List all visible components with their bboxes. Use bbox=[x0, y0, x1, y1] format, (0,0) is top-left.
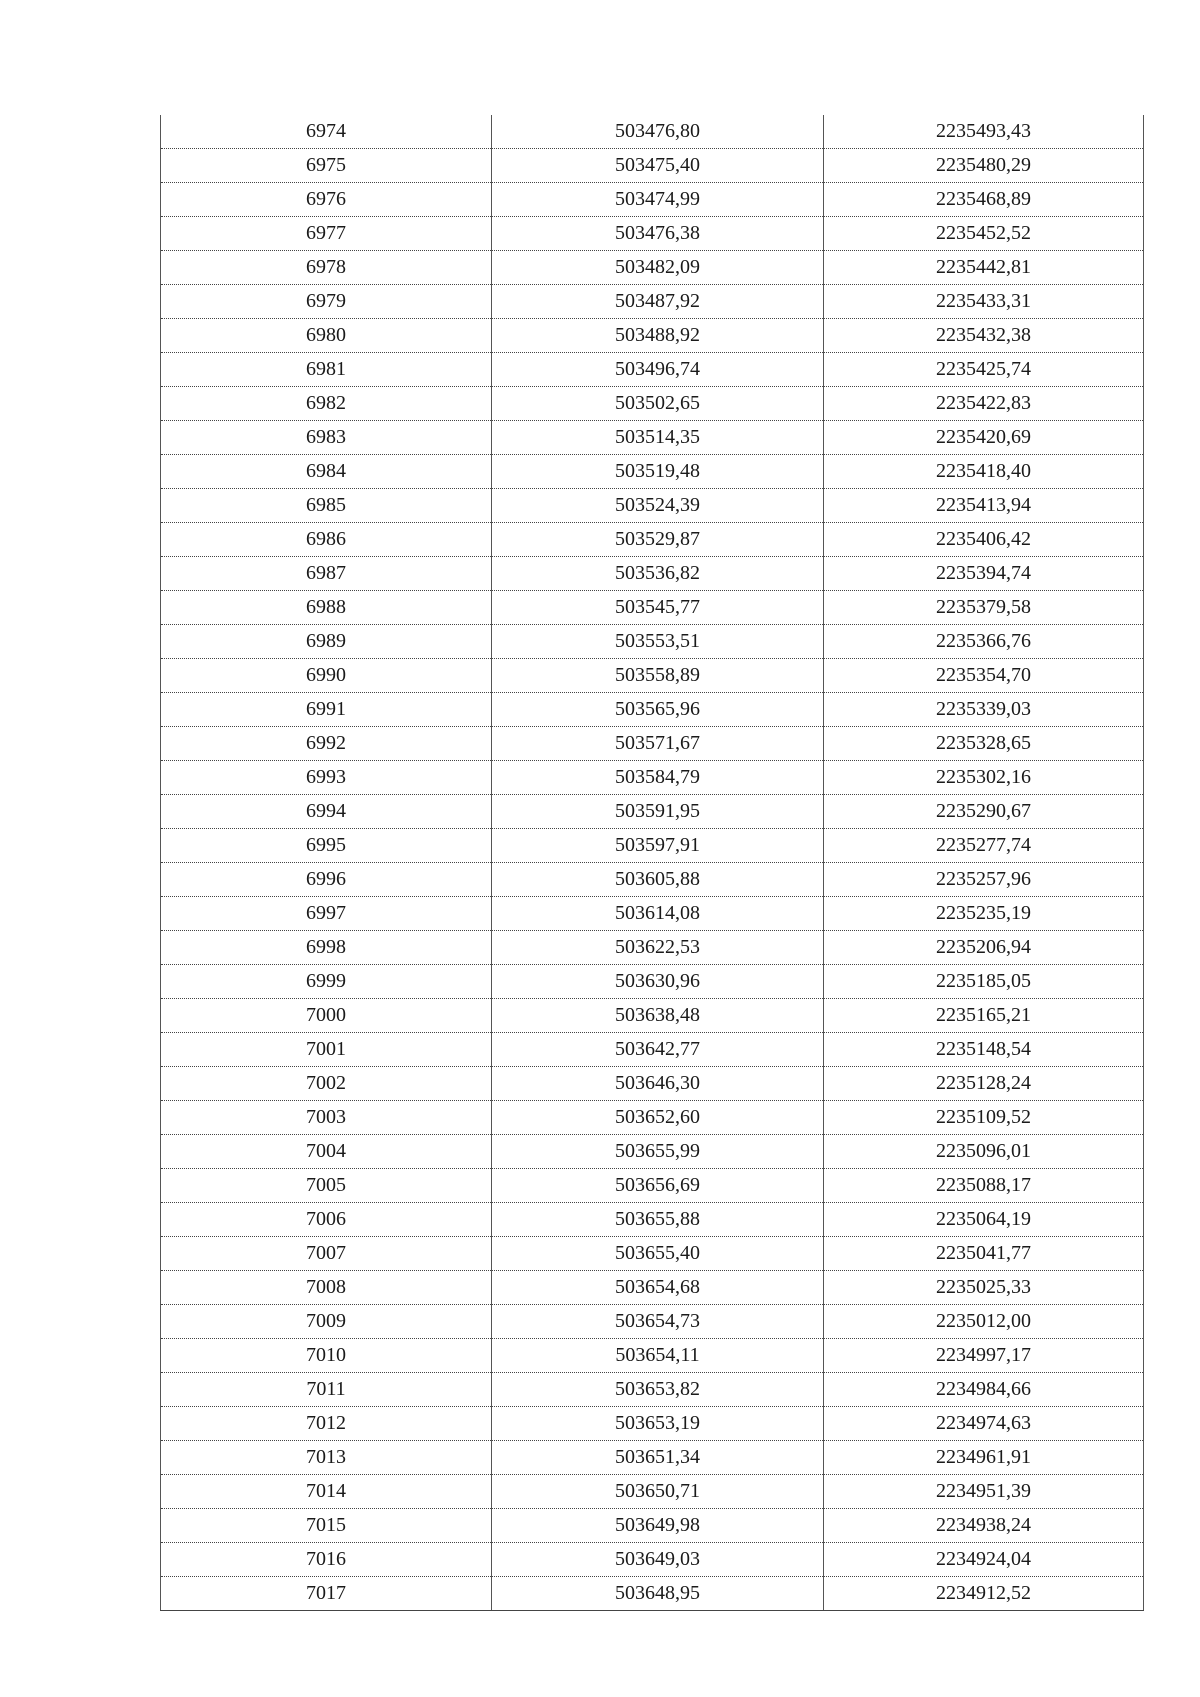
point-number-cell: 6975 bbox=[161, 149, 492, 183]
point-number-cell: 7002 bbox=[161, 1067, 492, 1101]
y-coordinate-cell: 2235128,24 bbox=[824, 1067, 1144, 1101]
x-coordinate-cell: 503519,48 bbox=[492, 455, 824, 489]
point-number-cell: 6977 bbox=[161, 217, 492, 251]
x-coordinate-cell: 503654,73 bbox=[492, 1305, 824, 1339]
x-coordinate-cell: 503642,77 bbox=[492, 1033, 824, 1067]
point-number-cell: 7013 bbox=[161, 1441, 492, 1475]
table-row bbox=[161, 1373, 1144, 1407]
y-coordinate-cell: 2235257,96 bbox=[824, 863, 1144, 897]
table-row bbox=[161, 387, 1144, 421]
x-coordinate-cell: 503649,03 bbox=[492, 1543, 824, 1577]
y-coordinate-cell: 2235422,83 bbox=[824, 387, 1144, 421]
table-row bbox=[161, 897, 1144, 931]
x-coordinate-cell: 503622,53 bbox=[492, 931, 824, 965]
x-coordinate-cell: 503571,67 bbox=[492, 727, 824, 761]
table-row bbox=[161, 1305, 1144, 1339]
point-number-cell: 6978 bbox=[161, 251, 492, 285]
point-number-cell: 7006 bbox=[161, 1203, 492, 1237]
point-number-cell: 7014 bbox=[161, 1475, 492, 1509]
table-row bbox=[161, 863, 1144, 897]
point-number-cell: 7011 bbox=[161, 1373, 492, 1407]
table-row bbox=[161, 1237, 1144, 1271]
table-row bbox=[161, 285, 1144, 319]
y-coordinate-cell: 2235442,81 bbox=[824, 251, 1144, 285]
table-row bbox=[161, 965, 1144, 999]
table-row bbox=[161, 1577, 1144, 1611]
x-coordinate-cell: 503482,09 bbox=[492, 251, 824, 285]
point-number-cell: 7012 bbox=[161, 1407, 492, 1441]
x-coordinate-cell: 503653,19 bbox=[492, 1407, 824, 1441]
x-coordinate-cell: 503630,96 bbox=[492, 965, 824, 999]
y-coordinate-cell: 2234961,91 bbox=[824, 1441, 1144, 1475]
y-coordinate-cell: 2235328,65 bbox=[824, 727, 1144, 761]
point-number-cell: 6998 bbox=[161, 931, 492, 965]
point-number-cell: 6986 bbox=[161, 523, 492, 557]
y-coordinate-cell: 2235339,03 bbox=[824, 693, 1144, 727]
y-coordinate-cell: 2235425,74 bbox=[824, 353, 1144, 387]
point-number-cell: 7000 bbox=[161, 999, 492, 1033]
point-number-cell: 6989 bbox=[161, 625, 492, 659]
x-coordinate-cell: 503655,99 bbox=[492, 1135, 824, 1169]
x-coordinate-cell: 503638,48 bbox=[492, 999, 824, 1033]
coordinates-table bbox=[160, 115, 1144, 1611]
x-coordinate-cell: 503591,95 bbox=[492, 795, 824, 829]
y-coordinate-cell: 2235088,17 bbox=[824, 1169, 1144, 1203]
table-row bbox=[161, 693, 1144, 727]
y-coordinate-cell: 2235185,05 bbox=[824, 965, 1144, 999]
x-coordinate-cell: 503476,80 bbox=[492, 115, 824, 149]
y-coordinate-cell: 2235096,01 bbox=[824, 1135, 1144, 1169]
table-row bbox=[161, 795, 1144, 829]
x-coordinate-cell: 503476,38 bbox=[492, 217, 824, 251]
y-coordinate-cell: 2234974,63 bbox=[824, 1407, 1144, 1441]
x-coordinate-cell: 503514,35 bbox=[492, 421, 824, 455]
table-row bbox=[161, 931, 1144, 965]
point-number-cell: 6996 bbox=[161, 863, 492, 897]
y-coordinate-cell: 2234951,39 bbox=[824, 1475, 1144, 1509]
point-number-cell: 6992 bbox=[161, 727, 492, 761]
point-number-cell: 7016 bbox=[161, 1543, 492, 1577]
y-coordinate-cell: 2235064,19 bbox=[824, 1203, 1144, 1237]
point-number-cell: 7003 bbox=[161, 1101, 492, 1135]
point-number-cell: 6995 bbox=[161, 829, 492, 863]
table-row bbox=[161, 1475, 1144, 1509]
point-number-cell: 6987 bbox=[161, 557, 492, 591]
coordinates-table-body bbox=[161, 115, 1144, 1611]
point-number-cell: 6981 bbox=[161, 353, 492, 387]
y-coordinate-cell: 2235235,19 bbox=[824, 897, 1144, 931]
point-number-cell: 7008 bbox=[161, 1271, 492, 1305]
x-coordinate-cell: 503649,98 bbox=[492, 1509, 824, 1543]
table-row bbox=[161, 1509, 1144, 1543]
x-coordinate-cell: 503653,82 bbox=[492, 1373, 824, 1407]
y-coordinate-cell: 2235452,52 bbox=[824, 217, 1144, 251]
x-coordinate-cell: 503655,88 bbox=[492, 1203, 824, 1237]
table-row bbox=[161, 1441, 1144, 1475]
table-row bbox=[161, 591, 1144, 625]
y-coordinate-cell: 2235480,29 bbox=[824, 149, 1144, 183]
x-coordinate-cell: 503475,40 bbox=[492, 149, 824, 183]
point-number-cell: 6990 bbox=[161, 659, 492, 693]
point-number-cell: 7010 bbox=[161, 1339, 492, 1373]
point-number-cell: 7009 bbox=[161, 1305, 492, 1339]
y-coordinate-cell: 2235432,38 bbox=[824, 319, 1144, 353]
x-coordinate-cell: 503597,91 bbox=[492, 829, 824, 863]
y-coordinate-cell: 2234997,17 bbox=[824, 1339, 1144, 1373]
y-coordinate-cell: 2234924,04 bbox=[824, 1543, 1144, 1577]
x-coordinate-cell: 503502,65 bbox=[492, 387, 824, 421]
x-coordinate-cell: 503529,87 bbox=[492, 523, 824, 557]
x-coordinate-cell: 503655,40 bbox=[492, 1237, 824, 1271]
y-coordinate-cell: 2235206,94 bbox=[824, 931, 1144, 965]
point-number-cell: 6985 bbox=[161, 489, 492, 523]
x-coordinate-cell: 503553,51 bbox=[492, 625, 824, 659]
point-number-cell: 7007 bbox=[161, 1237, 492, 1271]
point-number-cell: 7001 bbox=[161, 1033, 492, 1067]
y-coordinate-cell: 2235165,21 bbox=[824, 999, 1144, 1033]
table-row bbox=[161, 761, 1144, 795]
y-coordinate-cell: 2235379,58 bbox=[824, 591, 1144, 625]
table-row bbox=[161, 319, 1144, 353]
x-coordinate-cell: 503654,11 bbox=[492, 1339, 824, 1373]
y-coordinate-cell: 2235290,67 bbox=[824, 795, 1144, 829]
x-coordinate-cell: 503565,96 bbox=[492, 693, 824, 727]
y-coordinate-cell: 2235041,77 bbox=[824, 1237, 1144, 1271]
table-row bbox=[161, 1101, 1144, 1135]
point-number-cell: 6988 bbox=[161, 591, 492, 625]
table-row bbox=[161, 489, 1144, 523]
point-number-cell: 7017 bbox=[161, 1577, 492, 1611]
table-row bbox=[161, 183, 1144, 217]
table-row bbox=[161, 727, 1144, 761]
table-row bbox=[161, 557, 1144, 591]
table-row bbox=[161, 1271, 1144, 1305]
table-row bbox=[161, 1543, 1144, 1577]
table-row bbox=[161, 1203, 1144, 1237]
x-coordinate-cell: 503496,74 bbox=[492, 353, 824, 387]
x-coordinate-cell: 503651,34 bbox=[492, 1441, 824, 1475]
table-row bbox=[161, 251, 1144, 285]
x-coordinate-cell: 503646,30 bbox=[492, 1067, 824, 1101]
table-row bbox=[161, 1033, 1144, 1067]
table-row bbox=[161, 999, 1144, 1033]
x-coordinate-cell: 503652,60 bbox=[492, 1101, 824, 1135]
x-coordinate-cell: 503524,39 bbox=[492, 489, 824, 523]
table-row bbox=[161, 1067, 1144, 1101]
point-number-cell: 6979 bbox=[161, 285, 492, 319]
point-number-cell: 6976 bbox=[161, 183, 492, 217]
table-row bbox=[161, 523, 1144, 557]
table-row bbox=[161, 625, 1144, 659]
y-coordinate-cell: 2235012,00 bbox=[824, 1305, 1144, 1339]
table-row bbox=[161, 1339, 1144, 1373]
y-coordinate-cell: 2235394,74 bbox=[824, 557, 1144, 591]
x-coordinate-cell: 503536,82 bbox=[492, 557, 824, 591]
y-coordinate-cell: 2235406,42 bbox=[824, 523, 1144, 557]
table-row bbox=[161, 1169, 1144, 1203]
point-number-cell: 6984 bbox=[161, 455, 492, 489]
point-number-cell: 6980 bbox=[161, 319, 492, 353]
table-row bbox=[161, 1135, 1144, 1169]
x-coordinate-cell: 503654,68 bbox=[492, 1271, 824, 1305]
point-number-cell: 6994 bbox=[161, 795, 492, 829]
point-number-cell: 6982 bbox=[161, 387, 492, 421]
x-coordinate-cell: 503648,95 bbox=[492, 1577, 824, 1611]
table-row bbox=[161, 829, 1144, 863]
y-coordinate-cell: 2235354,70 bbox=[824, 659, 1144, 693]
x-coordinate-cell: 503614,08 bbox=[492, 897, 824, 931]
x-coordinate-cell: 503487,92 bbox=[492, 285, 824, 319]
x-coordinate-cell: 503558,89 bbox=[492, 659, 824, 693]
y-coordinate-cell: 2235493,43 bbox=[824, 115, 1144, 149]
y-coordinate-cell: 2235418,40 bbox=[824, 455, 1144, 489]
x-coordinate-cell: 503545,77 bbox=[492, 591, 824, 625]
x-coordinate-cell: 503474,99 bbox=[492, 183, 824, 217]
table-row bbox=[161, 353, 1144, 387]
y-coordinate-cell: 2235277,74 bbox=[824, 829, 1144, 863]
table-row bbox=[161, 1407, 1144, 1441]
y-coordinate-cell: 2235468,89 bbox=[824, 183, 1144, 217]
table-row bbox=[161, 455, 1144, 489]
x-coordinate-cell: 503656,69 bbox=[492, 1169, 824, 1203]
x-coordinate-cell: 503605,88 bbox=[492, 863, 824, 897]
y-coordinate-cell: 2235433,31 bbox=[824, 285, 1144, 319]
x-coordinate-cell: 503488,92 bbox=[492, 319, 824, 353]
x-coordinate-cell: 503584,79 bbox=[492, 761, 824, 795]
y-coordinate-cell: 2235366,76 bbox=[824, 625, 1144, 659]
y-coordinate-cell: 2234938,24 bbox=[824, 1509, 1144, 1543]
table-row bbox=[161, 115, 1144, 149]
x-coordinate-cell: 503650,71 bbox=[492, 1475, 824, 1509]
point-number-cell: 7005 bbox=[161, 1169, 492, 1203]
point-number-cell: 6974 bbox=[161, 115, 492, 149]
table-row bbox=[161, 217, 1144, 251]
point-number-cell: 7015 bbox=[161, 1509, 492, 1543]
y-coordinate-cell: 2235148,54 bbox=[824, 1033, 1144, 1067]
y-coordinate-cell: 2235420,69 bbox=[824, 421, 1144, 455]
y-coordinate-cell: 2235413,94 bbox=[824, 489, 1144, 523]
y-coordinate-cell: 2235025,33 bbox=[824, 1271, 1144, 1305]
point-number-cell: 6983 bbox=[161, 421, 492, 455]
y-coordinate-cell: 2235302,16 bbox=[824, 761, 1144, 795]
y-coordinate-cell: 2234984,66 bbox=[824, 1373, 1144, 1407]
table-row bbox=[161, 149, 1144, 183]
table-row bbox=[161, 421, 1144, 455]
point-number-cell: 7004 bbox=[161, 1135, 492, 1169]
point-number-cell: 6991 bbox=[161, 693, 492, 727]
y-coordinate-cell: 2234912,52 bbox=[824, 1577, 1144, 1611]
point-number-cell: 6997 bbox=[161, 897, 492, 931]
y-coordinate-cell: 2235109,52 bbox=[824, 1101, 1144, 1135]
table-row bbox=[161, 659, 1144, 693]
point-number-cell: 6999 bbox=[161, 965, 492, 999]
point-number-cell: 6993 bbox=[161, 761, 492, 795]
